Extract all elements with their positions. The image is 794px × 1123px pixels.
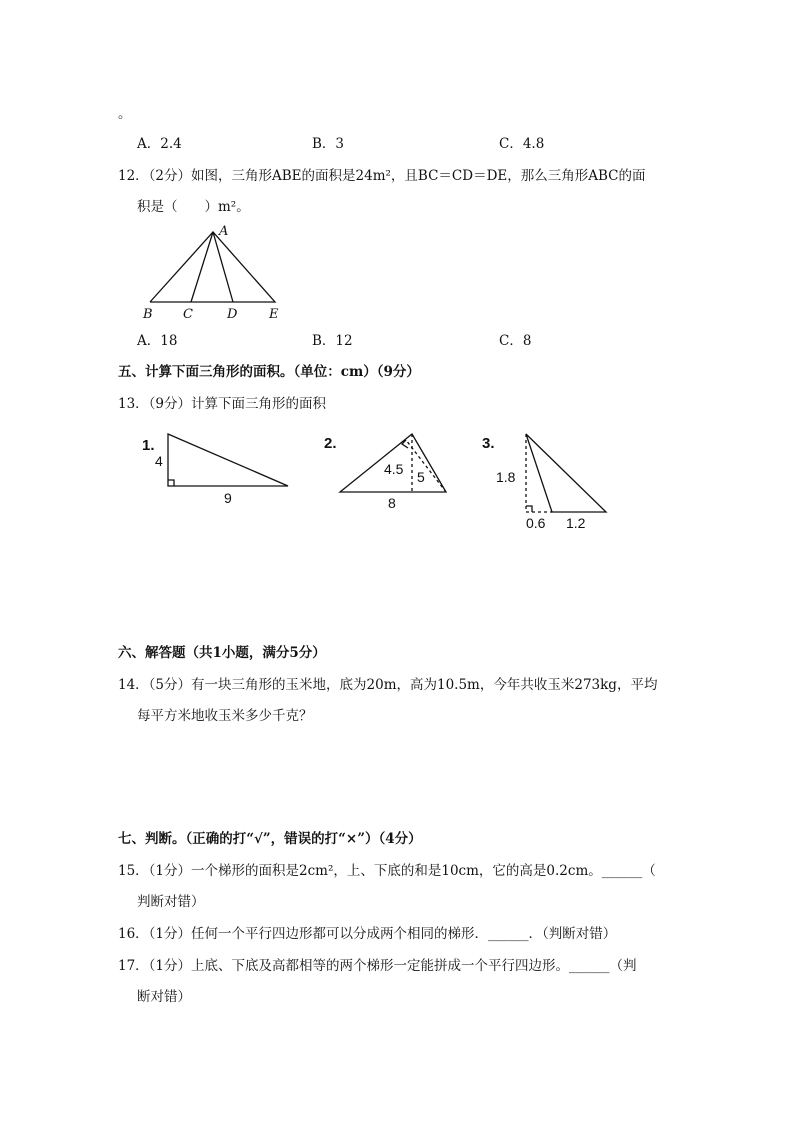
q12-line2: 积是（ ）m²。 (137, 199, 250, 215)
q12-option-c: C．8 (499, 333, 532, 349)
q17-line2: 断对错） (137, 989, 191, 1005)
fig3-height: 1.8 (496, 469, 516, 485)
q15-line1: 15．（1分）一个梯形的面积是2cm²，上、下底的和是10cm，它的高是0.2cm。______（ (118, 863, 656, 879)
label-c: C (183, 307, 193, 322)
label-b: B (143, 307, 153, 322)
fig1-base: 9 (224, 490, 232, 506)
q15-line2: 判断对错） (137, 894, 205, 910)
fig2-number: 2. (324, 435, 337, 452)
q13-figure-3 (480, 426, 610, 536)
q11-option-b: B．3 (312, 136, 345, 152)
q12-figure (135, 222, 295, 324)
fig3-extension: 0.6 (526, 515, 546, 531)
q14-line2: 每平方米地收玉米多少千克？ (137, 708, 313, 724)
section-6-title: 六、解答题（共1小题，满分5分） (118, 645, 326, 661)
q13-text: 13．（9分）计算下面三角形的面积 (118, 396, 327, 412)
q11-option-c: C．4.8 (499, 136, 545, 152)
q11-option-a: A．2.4 (137, 136, 182, 152)
fig3-base: 1.2 (566, 515, 586, 531)
q13-figure-1 (138, 426, 298, 510)
fig2-side: 4.5 (384, 461, 404, 477)
fig2-height: 5 (417, 469, 425, 485)
q14-line1: 14．（5分）有一块三角形的玉米地，底为20m，高为10.5m，今年共收玉米273kg，平均 (118, 677, 658, 693)
q17-line1: 17．（1分）上底、下底及高都相等的两个梯形一定能拼成一个平行四边形。______（判 (118, 958, 637, 974)
fig1-number: 1. (142, 437, 155, 454)
section-7-title: 七、判断。（正确的打“√”，错误的打“×”）（4分） (118, 831, 422, 847)
fig2-base: 8 (388, 495, 396, 511)
q13-figure-2 (322, 426, 452, 516)
section-5-title: 五、计算下面三角形的面积。（单位：cm）（9分） (118, 364, 420, 380)
label-d: D (227, 307, 238, 322)
label-e: E (269, 307, 279, 322)
q11-tail: 。 (118, 106, 132, 122)
fig3-number: 3. (482, 435, 495, 452)
q16-text: 16．（1分）任何一个平行四边形都可以分成两个相同的梯形．______．（判断对错） (118, 926, 617, 942)
q12-option-a: A．18 (137, 333, 178, 349)
fig1-height: 4 (155, 453, 163, 469)
q12-line1: 12．（2分）如图，三角形ABE的面积是24m²，且BC＝CD＝DE，那么三角形ABC的面 (118, 168, 646, 184)
q12-option-b: B．12 (312, 333, 353, 349)
label-a: A (219, 224, 229, 239)
